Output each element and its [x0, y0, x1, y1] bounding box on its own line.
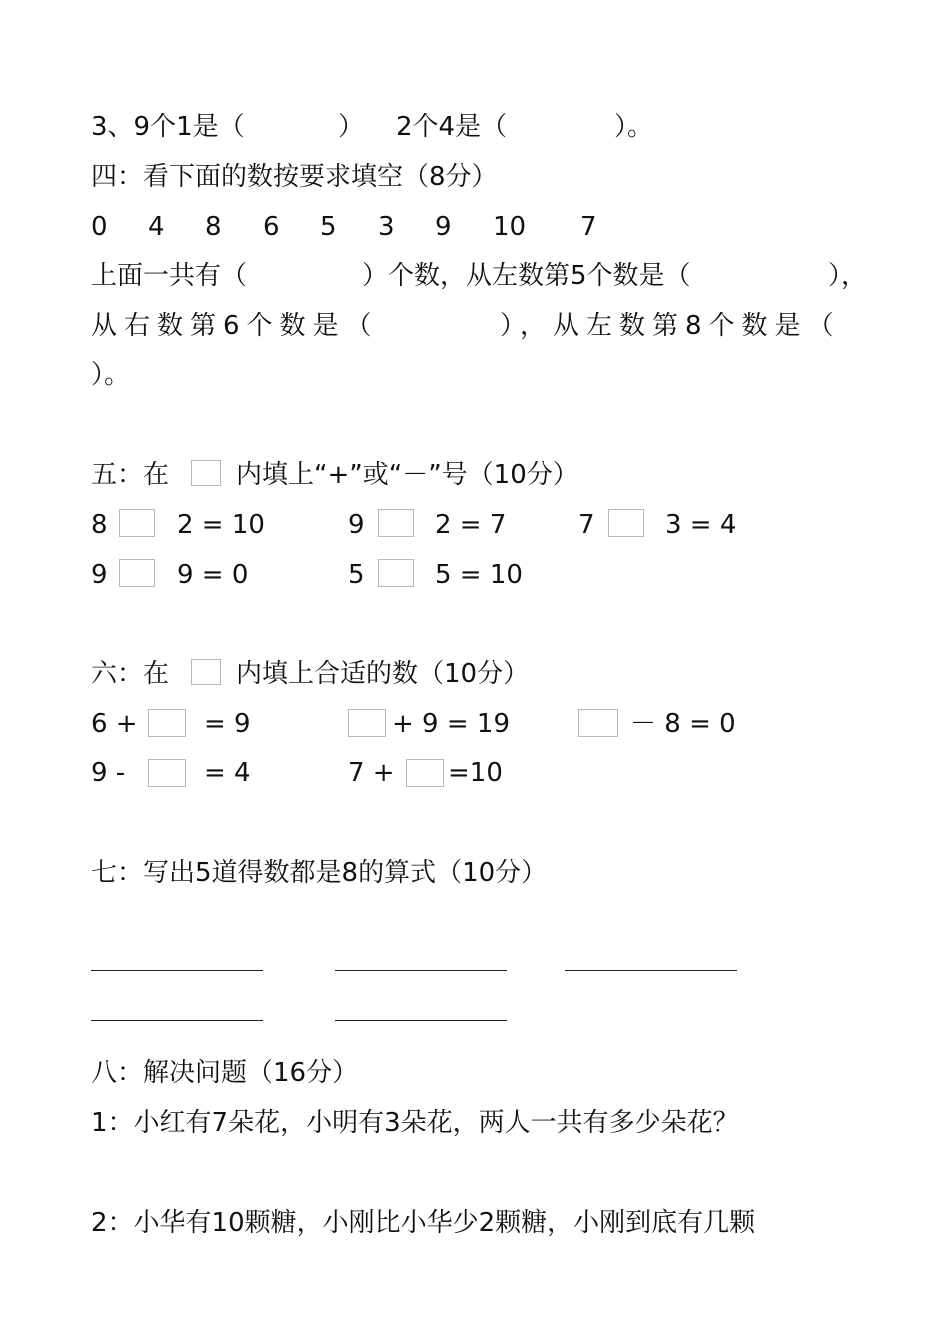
- number-box[interactable]: [578, 709, 618, 737]
- word-problem-2: 2：小华有10颗糖，小刚比小华少2颗糖，小刚到底有几颗: [91, 1208, 756, 1238]
- number-item: 8: [205, 212, 222, 242]
- s5-r1c1-b: 2 = 10: [177, 510, 265, 540]
- s6-r2c1-a: 9 -: [91, 758, 126, 788]
- answer-blank[interactable]: [91, 970, 263, 971]
- q3-part1: 3、9个1是（: [91, 112, 245, 142]
- number-item: 7: [580, 212, 597, 242]
- s4-line1-b: ）个数，从左数第5个数是（: [362, 261, 691, 291]
- section-6-title-pre: 六：在: [91, 659, 170, 689]
- number-item: 10: [493, 212, 527, 242]
- q3-part2-close: ）。: [614, 112, 654, 142]
- answer-blank[interactable]: [565, 970, 737, 971]
- number-item: 0: [91, 212, 108, 242]
- s6-r1c1-a: 6 +: [91, 709, 138, 739]
- number-item: 9: [435, 212, 452, 242]
- answer-blank[interactable]: [335, 1020, 507, 1021]
- word-problem-1: 1：小红有7朵花，小明有3朵花，两人一共有多少朵花？: [91, 1108, 739, 1138]
- number-box[interactable]: [148, 759, 186, 787]
- number-item: 5: [320, 212, 337, 242]
- section-5-title-pre: 五：在: [91, 460, 170, 490]
- section-6-title-post: 内填上合适的数（10分）: [236, 659, 530, 689]
- s6-r1c2-b: + 9 = 19: [392, 709, 510, 739]
- section-7-title: 七：写出5道得数都是8的算式（10分）: [91, 858, 548, 888]
- section-8-title: 八：解决问题（16分）: [91, 1058, 359, 1088]
- number-item: 6: [263, 212, 280, 242]
- s5-r2c1-b: 9 = 0: [177, 560, 249, 590]
- answer-blank[interactable]: [335, 970, 507, 971]
- section-4-title: 四：看下面的数按要求填空（8分）: [91, 162, 498, 192]
- number-item: 4: [148, 212, 165, 242]
- section-5-title-post: 内填上“+”或“－”号（10分）: [236, 460, 579, 490]
- s5-r2c1-a: 9: [91, 560, 108, 590]
- s6-r2c2-a: 7 +: [348, 758, 395, 788]
- s4-line1-a: 上面一共有（: [91, 261, 248, 291]
- s4-line2-b: ），从左数第8个数是（: [500, 311, 841, 341]
- q3-part1-close: ）: [338, 112, 365, 142]
- example-box-icon: [191, 659, 221, 685]
- s5-r2c2-b: 5 = 10: [435, 560, 523, 590]
- s5-r1c2-a: 9: [348, 510, 365, 540]
- operator-box[interactable]: [378, 509, 414, 537]
- s6-r1c3-b: － 8 = 0: [630, 709, 736, 739]
- s5-r1c2-b: 2 = 7: [435, 510, 507, 540]
- number-box[interactable]: [348, 709, 386, 737]
- operator-box[interactable]: [608, 509, 644, 537]
- s5-r2c2-a: 5: [348, 560, 365, 590]
- s4-line1-c: ），: [828, 261, 868, 291]
- s5-r1c1-a: 8: [91, 510, 108, 540]
- number-box[interactable]: [406, 759, 444, 787]
- q3-part2: 2个4是（: [396, 112, 508, 142]
- s5-r1c3-a: 7: [578, 510, 595, 540]
- s6-r2c1-b: = 4: [204, 758, 251, 788]
- operator-box[interactable]: [378, 559, 414, 587]
- s4-line2-a: 从右数第6个数是（: [91, 311, 379, 341]
- operator-box[interactable]: [119, 509, 155, 537]
- answer-blank[interactable]: [91, 1020, 263, 1021]
- s6-r1c1-b: = 9: [204, 709, 251, 739]
- s4-line3: ）。: [91, 360, 131, 390]
- s5-r1c3-b: 3 = 4: [665, 510, 737, 540]
- s6-r2c2-b: =10: [448, 758, 503, 788]
- operator-box[interactable]: [119, 559, 155, 587]
- number-box[interactable]: [148, 709, 186, 737]
- number-item: 3: [378, 212, 395, 242]
- example-box-icon: [191, 460, 221, 486]
